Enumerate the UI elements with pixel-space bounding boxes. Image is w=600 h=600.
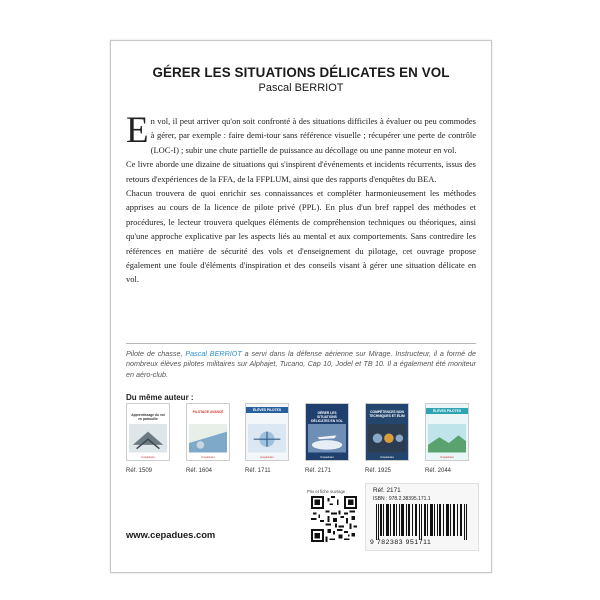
blurb (126, 110, 476, 287)
blurb-paragraph-2: Ce livre aborde une dizaine de situations qui s'inspirent d'événements et incidents récurrents, issus des retours d'expériences de la FFA, de la FFPLUM, ainsi que des rapports d'enquêtes du BEA. (126, 159, 476, 184)
book-ref-3: Réf. 1711 (245, 468, 271, 474)
book-title: GÉRER LES SITUATIONS DÉLICATES EN VOL (152, 65, 450, 80)
blurb-paragraph-1: En vol, il peut arriver qu'on soit confronté à des situations difficiles à évaluer ou peu commodes à gérer, par exemple : faire demi-tour sans référence visuelle ; récupérer une perte de contrôle (LOC-I) ; subir une chute partielle de puissance au décollage ou une panne moteur en vol. (126, 110, 476, 155)
book-thumbnail-1[interactable]: Apprentissage du vol en patrouille Cépaduès (126, 403, 170, 461)
book-thumbnail-6[interactable]: ÉLÈVES PILOTES Cépaduès (425, 403, 469, 461)
book-thumbnail-4[interactable]: GÉRER LES SITUATIONS DÉLICATES EN VOL Cépaduès (305, 403, 349, 461)
barcode-digits: 9 782383 951711 (370, 539, 432, 546)
book-ref-2: Réf. 1604 (186, 468, 213, 474)
author-bio-name: Pascal BERRIOT (185, 349, 242, 358)
isbn: ISBN : 978.2.38395.171.1 (373, 496, 431, 502)
barcode-ref: Réf. 2171 (373, 487, 401, 494)
blurb-paragraph-3: Chacun trouvera de quoi enrichir ses connaissances et compléter harmonieusement les méthodes apprises au cours de la licence de pilote privé (PPL). En plus d'un bref rappel des méthodes et procédures, le lecteur trouvera quelques éléments de compréhension techniques ou théoriques, ainsi qu'une approche explicative par les aspects liés au mental et aux comportements. Sans contredire les références en matière de sécurité des vols et d'enseignement du pilotage, cet ouvrage propose également une foule d'éléments d'inspiration et des conseils visant à gérer une situation délicate en vol. (126, 188, 476, 285)
book-ref-6: Réf. 2044 (425, 468, 452, 474)
aircraft-image (248, 424, 286, 453)
drop-cap: E (126, 110, 149, 151)
jet-formation-image (129, 424, 167, 453)
same-author-heading: Du même auteur : (126, 393, 194, 402)
book-ref-1: Réf. 1509 (126, 468, 153, 474)
cockpit-image (189, 424, 227, 453)
divider (126, 343, 476, 344)
book-back-cover (110, 40, 492, 573)
book-ref-5: Réf. 1925 (365, 468, 392, 474)
plane-in-clouds-image (308, 424, 346, 453)
qr-code-icon[interactable] (311, 496, 357, 542)
book-thumbnail-5[interactable]: COMPÉTENCES NON TECHNIQUES ET ÉLIM Cépaduès (365, 403, 409, 461)
instrument-panel-image (368, 424, 406, 453)
book-ref-4: Réf. 2171 (305, 468, 332, 474)
same-author-books (126, 403, 471, 473)
barcode-panel (365, 483, 479, 551)
book-thumbnail-2[interactable]: PILOTAGE AVANCÉ Cépaduès (186, 403, 230, 461)
landscape-image (428, 424, 466, 453)
book-author: Pascal BERRIOT (258, 82, 344, 94)
qr-caption: Prix et fiche ouvrage : (307, 489, 348, 494)
book-thumbnail-3[interactable]: ÉLÈVES PILOTES Cépaduès (245, 403, 289, 461)
barcode-icon (374, 504, 472, 540)
publisher-website-link[interactable]: www.cepadues.com (126, 529, 216, 540)
author-bio: Pilote de chasse, Pascal BERRIOT a servi dans la défense aérienne sur Mirage. Instructeur, il a formé de nombreux élèves pilotes militaires sur Alphajet, Tucano, Cap 10, Jodel et TB 10. Il a également été moniteur en aéro-club. (126, 349, 476, 379)
